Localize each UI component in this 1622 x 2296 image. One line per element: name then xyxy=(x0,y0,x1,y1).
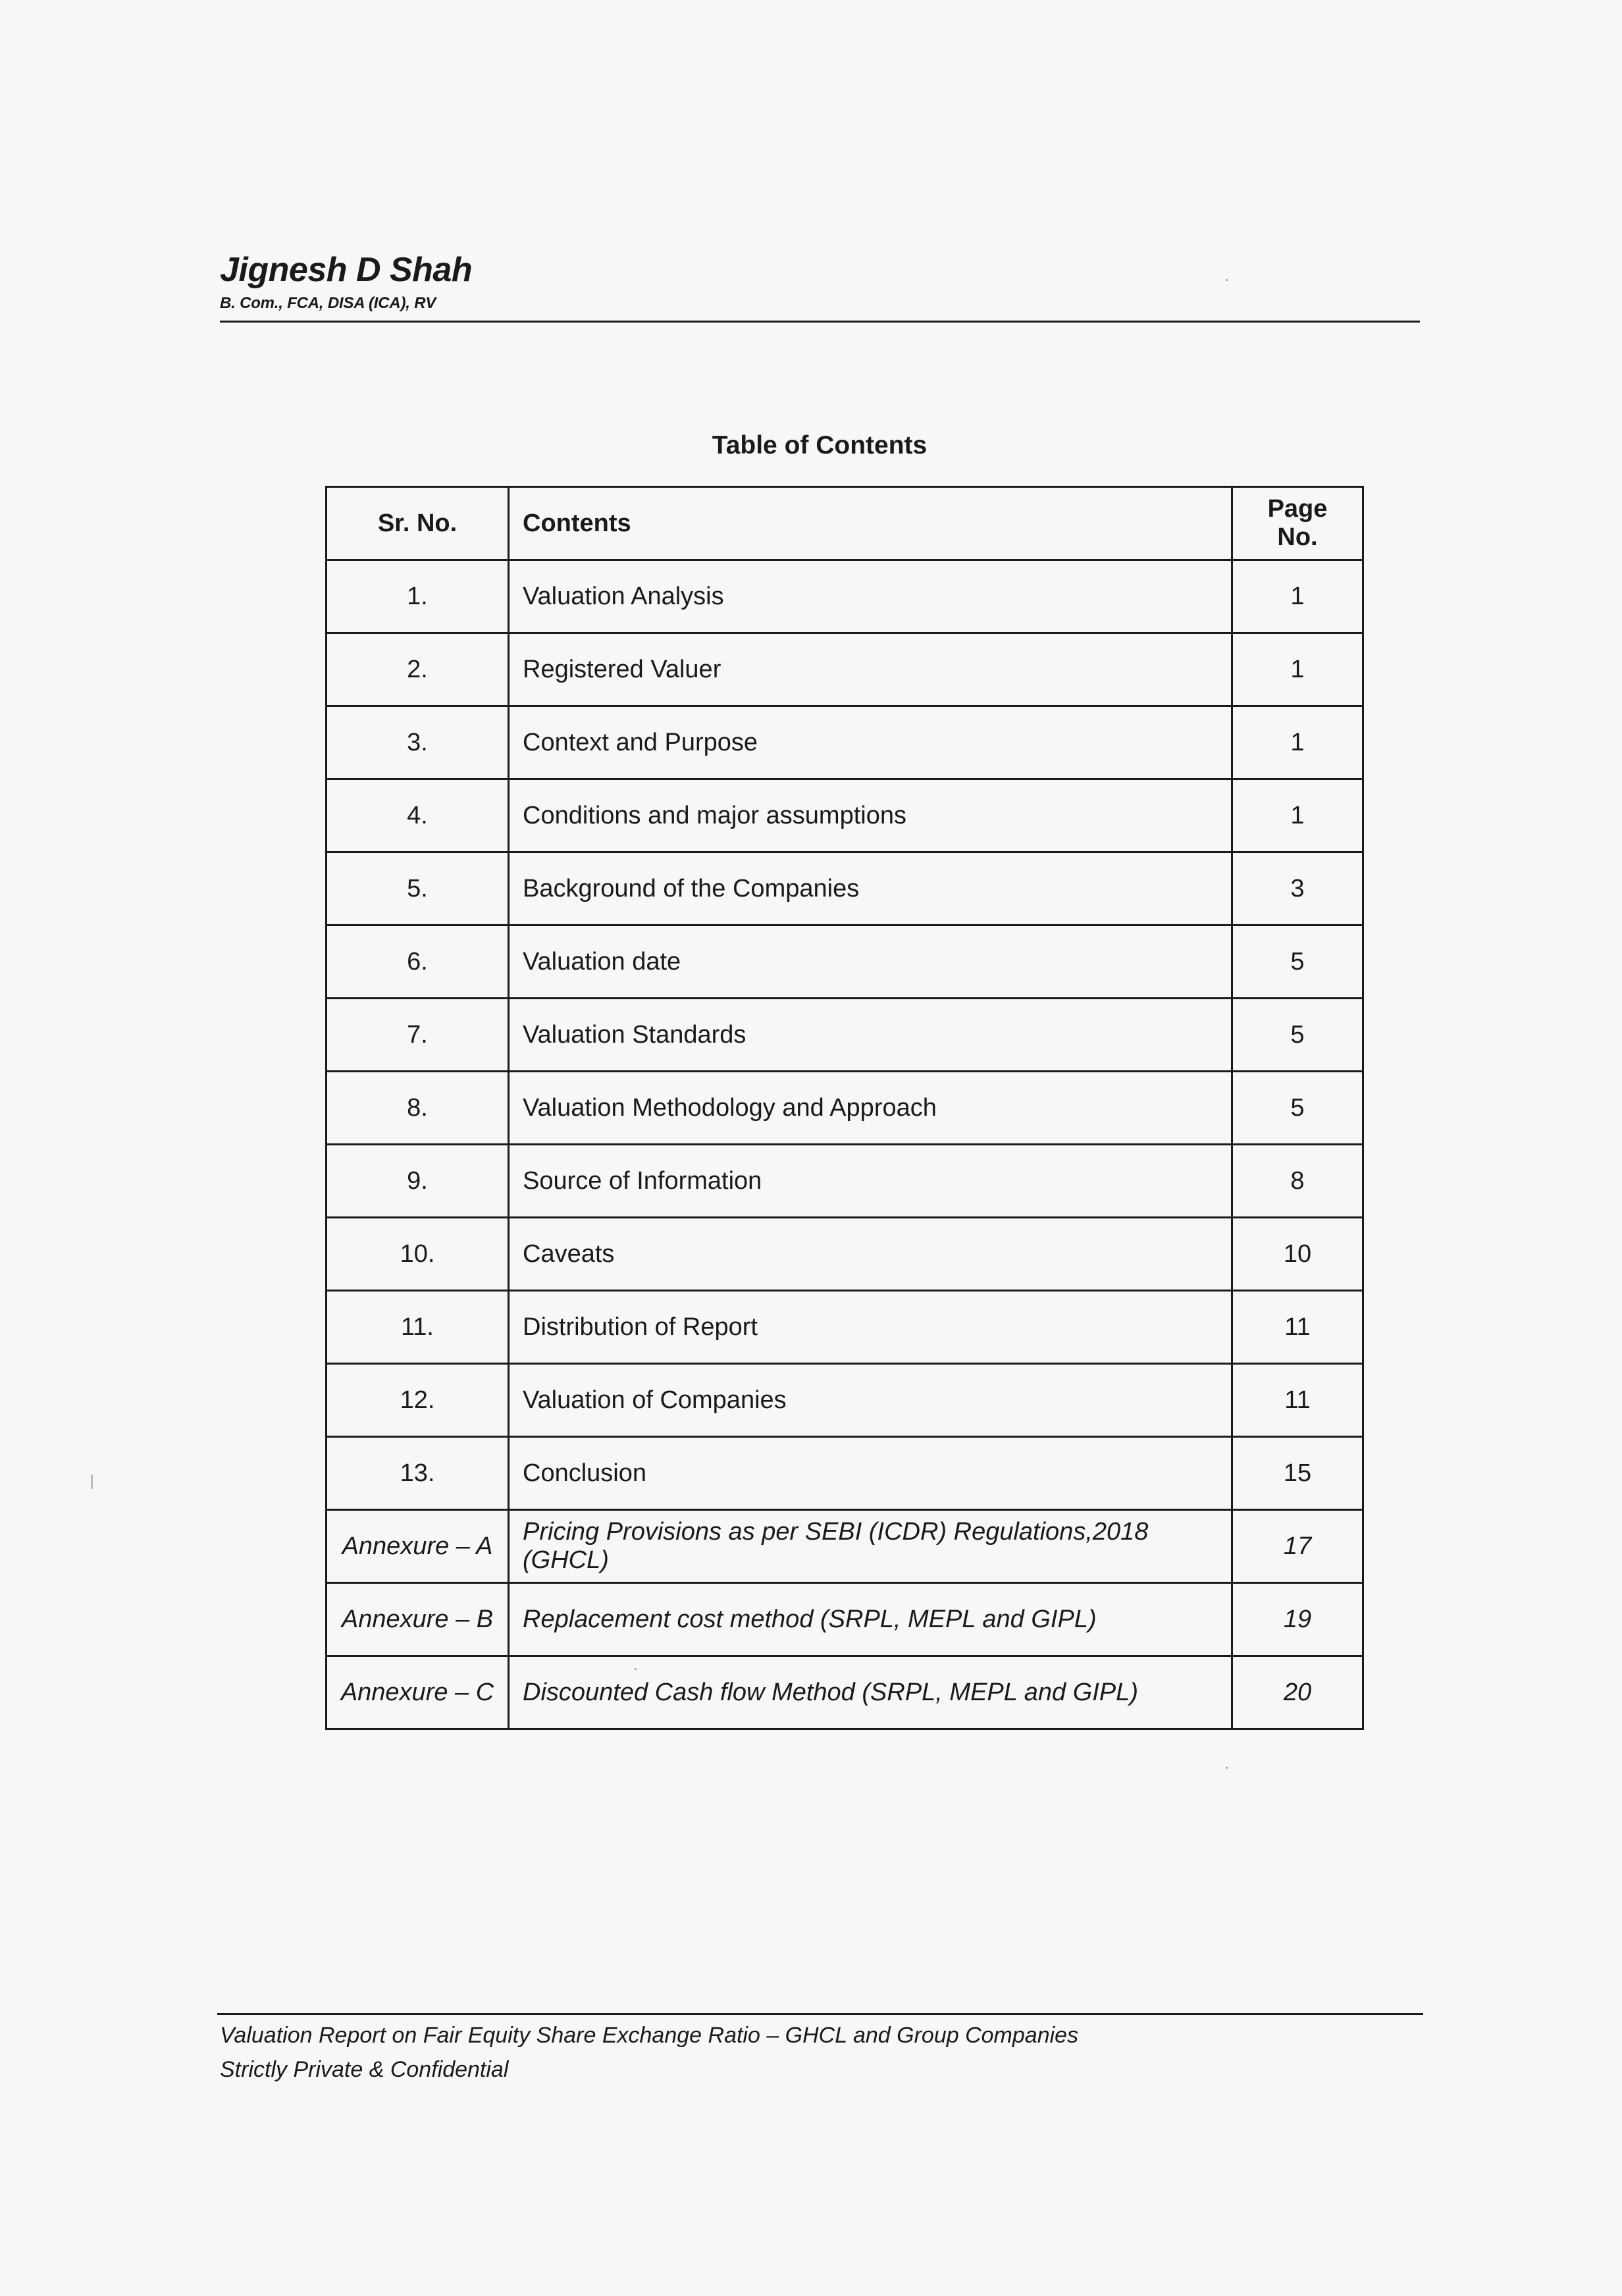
toc-title: Table of Contents xyxy=(712,431,928,459)
sr-no-cell: 3. xyxy=(327,706,509,779)
table-row xyxy=(327,1364,1363,1437)
table-row xyxy=(327,1437,1363,1510)
column-header-contents: Contents xyxy=(509,487,1232,560)
page-footer xyxy=(220,2018,1078,2087)
sr-no-cell: 6. xyxy=(327,926,509,999)
page-no-cell: 19 xyxy=(1232,1583,1363,1656)
footer-report-title: Valuation Report on Fair Equity Share Exchange Ratio – GHCL and Group Companies xyxy=(220,2023,1079,2048)
sr-no-cell: 13. xyxy=(327,1437,509,1510)
column-header-sr-no: Sr. No. xyxy=(327,487,509,560)
page-no-cell: 15 xyxy=(1232,1437,1363,1510)
contents-cell: Registered Valuer xyxy=(509,633,1232,706)
table-row xyxy=(327,779,1363,852)
page-no-cell: 20 xyxy=(1232,1656,1363,1729)
toc-header-row xyxy=(327,487,1363,560)
sr-no-cell: Annexure – B xyxy=(327,1583,509,1656)
contents-cell: Valuation Analysis xyxy=(509,560,1232,633)
sr-no-cell: 11. xyxy=(327,1291,509,1364)
page-no-cell: 11 xyxy=(1232,1364,1363,1437)
contents-cell: Pricing Provisions as per SEBI (ICDR) Regulations,2018 (GHCL) xyxy=(509,1510,1232,1583)
page-no-cell: 5 xyxy=(1232,999,1363,1072)
sr-no-cell: 5. xyxy=(327,852,509,926)
sr-no-cell: 1. xyxy=(327,560,509,633)
scan-speck xyxy=(91,1474,93,1489)
footer-divider xyxy=(217,2013,1423,2015)
sr-no-cell: 12. xyxy=(327,1364,509,1437)
table-row xyxy=(327,1072,1363,1145)
sr-no-cell: 10. xyxy=(327,1218,509,1291)
sr-no-cell: 8. xyxy=(327,1072,509,1145)
table-row xyxy=(327,852,1363,926)
contents-cell: Discounted Cash flow Method (SRPL, MEPL and GIPL) xyxy=(509,1656,1232,1729)
contents-cell: Conclusion xyxy=(509,1437,1232,1510)
table-row xyxy=(327,999,1363,1072)
page-no-cell: 3 xyxy=(1232,852,1363,926)
table-row xyxy=(327,1145,1363,1218)
table-row xyxy=(327,926,1363,999)
sr-no-cell: Annexure – C xyxy=(327,1656,509,1729)
table-row xyxy=(327,706,1363,779)
page-no-cell: 11 xyxy=(1232,1291,1363,1364)
contents-cell: Distribution of Report xyxy=(509,1291,1232,1364)
page-no-cell: 5 xyxy=(1232,1072,1363,1145)
contents-cell: Background of the Companies xyxy=(509,852,1232,926)
sr-no-cell: 7. xyxy=(327,999,509,1072)
table-row-annexure xyxy=(327,1656,1363,1729)
sr-no-cell: 4. xyxy=(327,779,509,852)
letterhead xyxy=(220,251,1420,313)
table-row xyxy=(327,560,1363,633)
table-row xyxy=(327,1291,1363,1364)
sr-no-cell: 2. xyxy=(327,633,509,706)
table-row-annexure xyxy=(327,1510,1363,1583)
scan-speck xyxy=(1226,1767,1228,1769)
footer-confidentiality: Strictly Private & Confidential xyxy=(220,2057,509,2082)
column-header-page-no: Page No. xyxy=(1232,487,1363,560)
page-no-cell: 8 xyxy=(1232,1145,1363,1218)
author-qualifications: B. Com., FCA, DISA (ICA), RV xyxy=(220,294,436,313)
toc-table xyxy=(325,486,1364,1730)
page-no-cell: 5 xyxy=(1232,926,1363,999)
contents-cell: Valuation Standards xyxy=(509,999,1232,1072)
contents-cell: Conditions and major assumptions xyxy=(509,779,1232,852)
contents-cell: Context and Purpose xyxy=(509,706,1232,779)
author-name: Jignesh D Shah xyxy=(220,251,473,289)
table-row xyxy=(327,633,1363,706)
contents-cell: Caveats xyxy=(509,1218,1232,1291)
sr-no-cell: 9. xyxy=(327,1145,509,1218)
contents-cell: Replacement cost method (SRPL, MEPL and GIPL) xyxy=(509,1583,1232,1656)
table-row xyxy=(327,1218,1363,1291)
page-no-cell: 1 xyxy=(1232,779,1363,852)
scan-speck xyxy=(635,1668,637,1670)
scan-speck xyxy=(1226,279,1228,281)
page-no-cell: 1 xyxy=(1232,706,1363,779)
contents-cell: Valuation Methodology and Approach xyxy=(509,1072,1232,1145)
sr-no-cell: Annexure – A xyxy=(327,1510,509,1583)
contents-cell: Source of Information xyxy=(509,1145,1232,1218)
table-row-annexure xyxy=(327,1583,1363,1656)
contents-cell: Valuation date xyxy=(509,926,1232,999)
header-divider xyxy=(220,321,1420,323)
page-no-cell: 10 xyxy=(1232,1218,1363,1291)
page-no-cell: 17 xyxy=(1232,1510,1363,1583)
page-no-cell: 1 xyxy=(1232,560,1363,633)
page-no-cell: 1 xyxy=(1232,633,1363,706)
contents-cell: Valuation of Companies xyxy=(509,1364,1232,1437)
